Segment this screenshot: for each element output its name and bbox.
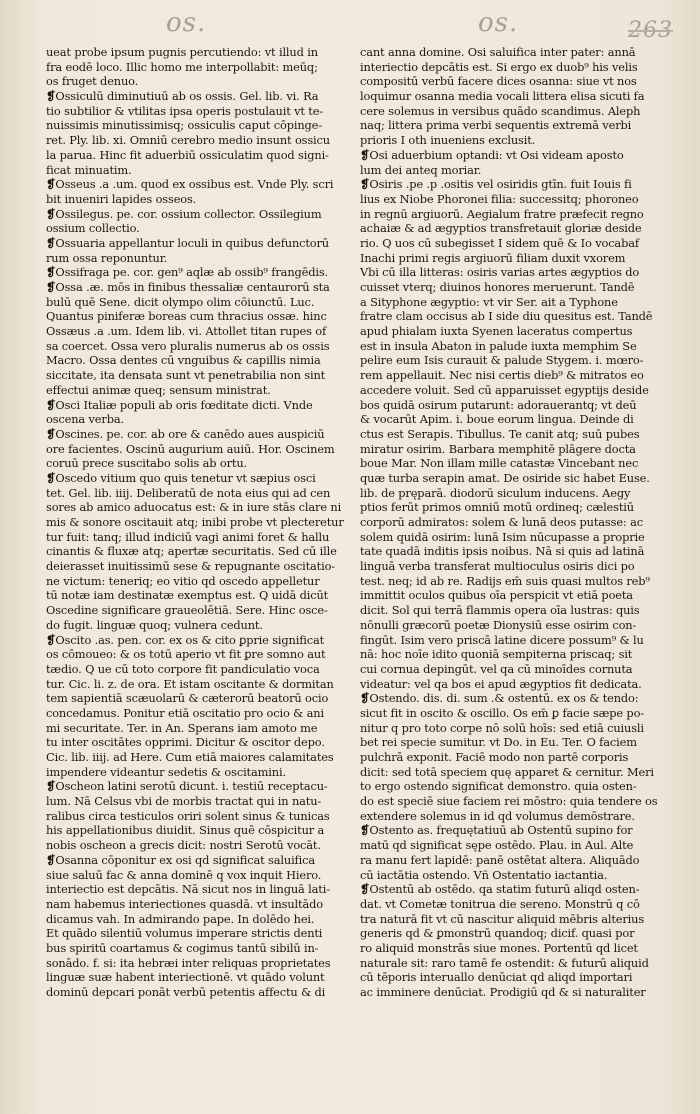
text-line: cū iactātia ostendo. Vñ Ostentatio iactantia. <box>360 867 608 882</box>
text-line: prioris I oth inueniens exclusit. <box>360 133 536 148</box>
text-line: boue Mar. Non illam mille catastæ Vincebant nec <box>360 456 639 471</box>
text-line: ptios ferūt primos omniū motū ordineq; cælestiū <box>360 500 634 515</box>
text-line: dicit. Sol qui terrā flammis opera oīa lustras: quis <box>360 603 640 618</box>
text-line: test. neq; id ab re. Radijs em̄ suis quasi multos reb⁹ <box>360 573 650 588</box>
text-line: naturale sit: raro tamē fe ostendit: & futurū aliquid <box>360 955 649 970</box>
text-line: Et quādo silentiū volumus imperare strictis denti <box>46 926 323 941</box>
text-line: do est speciē siue faciem rei mōstro: quia tendere os <box>360 794 658 809</box>
text-line: immittit oculos quibus oīa perspicit vt etiā poeta <box>360 588 633 603</box>
text-line: concedamus. Ponitur etiā oscitatio pro ocio & ani <box>46 705 324 720</box>
text-line: nā: hoc noīe idito quoniā sempiterna priscaq; sit <box>360 647 633 662</box>
text-line: fingūt. Isim vero priscā latine dicere possum⁹ & lu <box>360 632 644 647</box>
text-line: la parua. Hinc fit aduerbiū ossiculatim quod signi- <box>46 147 329 162</box>
text-line: cuisset vterq; diuinos honores meruerunt. Tandē <box>360 280 635 294</box>
entry-heading-line: ❡Oscheon latini serotū dicunt. i. testiū receptacu- <box>46 779 328 794</box>
text-line: rum ossa reponuntur. <box>46 250 168 265</box>
entry-heading-line: ❡Ostendo. dis. di. sum .& ostentū. ex os & tendo: <box>360 691 639 706</box>
text-line: tu inter oscitātes opprimi. Dicitur & oscitor depo. <box>46 735 325 750</box>
text-line: linguā verba transferat multioculus osiris dici po <box>360 559 635 574</box>
text-line: miratur osirim. Barbara memphitē plāgere docta <box>360 441 636 456</box>
text-line: sores ab amico aduocatus est: & in iure stās clare ni <box>46 500 342 515</box>
text-line: ra manu fert lapidē: panē ostētat altera. Aliquādo <box>360 852 640 867</box>
text-line: fra eodē loco. Illic homo me interpollabit: meūq; <box>46 59 318 74</box>
text-line: Cic. lib. iiij. ad Here. Cum etiā maiores calamitates <box>46 750 334 764</box>
text-line: Quantus piniferæ boreas cum thracius ossæ. hinc <box>46 309 327 324</box>
text-line: lius ex Niobe Phoronei filia: successitq; phoroneo <box>360 191 639 206</box>
text-line: Ossæus .a .um. Idem lib. vi. Attollet titan rupes of <box>46 324 327 339</box>
text-line: ossium collectio. <box>46 221 140 236</box>
text-line: est in insula Abaton in palude iuxta memphim Se <box>360 338 637 353</box>
text-line: & vocarūt Apim. i. boue eorum lingua. Deinde di <box>360 412 634 427</box>
text-line: Oscedine significare graueolētiā. Sere. Hinc osce- <box>46 603 328 618</box>
text-line: tur fuit: tanq; illud indiciū vagi animi foret & hallu <box>46 529 330 544</box>
text-line: mi securitate. Ter. in An. Sperans iam amoto me <box>46 720 318 735</box>
entry-heading-line: ❡Ossuaria appellantur loculi in quibus defunctorū <box>46 235 329 250</box>
entry-heading-line: ❡Ostento as. frequętatiuū ab Ostentū supino for <box>360 823 633 838</box>
text-line: ret. Ply. lib. xi. Omniū cerebro medio insunt ossicu <box>46 133 330 148</box>
text-line: cū tēporis interuallo denūciat qd aliqd importari <box>360 970 633 985</box>
text-line: linguæ suæ habent interiectionē. vt quādo volunt <box>46 970 325 985</box>
text-line: bos quidā osirum putarunt: adorauerantq; vt deū <box>360 397 637 412</box>
text-line: os cōmoueo: & os totū aperio vt fit ꝑre somno aut <box>46 647 326 662</box>
text-line: dicamus vah. In admirando pape. In dolēdo hei. <box>46 911 315 926</box>
marginal-note-left: os. <box>166 8 207 38</box>
text-line: ne victum: teneriq; eo vitio qd oscedo appelletur <box>46 573 320 588</box>
text-line: bit inueniri lapides osseos. <box>46 191 197 206</box>
text-line: quæ turba serapin amat. De osiride sic habet Euse. <box>360 470 650 485</box>
text-line: bulū quē Sene. dicit olympo olim cōiunctū. Luc. <box>46 294 315 309</box>
text-line: effectui animæ queq; sensum ministrat. <box>46 382 271 397</box>
text-column-right <box>360 45 678 1000</box>
text-line: nōnulli græcorū poetæ Dionysiū esse osirim con- <box>360 617 637 632</box>
text-line: tio subtilior & vtilitas ipsa operis postulauit vt te- <box>46 103 323 118</box>
entry-heading-line: ❡Osanna cōponitur ex osi qd significat saluifica <box>46 852 315 867</box>
entry-heading-line: ❡Osi aduerbium optandi: vt Osi videam aposto <box>360 147 624 162</box>
text-line: oscena verba. <box>46 412 124 427</box>
text-line: sa coercet. Ossa vero pluralis numerus ab os ossis <box>46 338 330 353</box>
text-line: corporū admiratos: solem & lunā deos putasse: ac <box>360 515 643 529</box>
entry-heading-line: ❡Ossifraga pe. cor. gen⁹ aqlæ ab ossib⁹ frangēdis. <box>46 265 329 280</box>
entry-heading-line: ❡Osci Italiæ populi ab oris fœditate dicti. Vnde <box>46 397 313 412</box>
text-line: coruū prece suscitabo solis ab ortu. <box>46 456 247 471</box>
text-line: lib. de pręparā. diodorū siculum inducens. Aegy <box>360 485 631 500</box>
text-line: fratre clam occisus ab I side diu quesitus est. Tandē <box>360 309 653 324</box>
text-line: impendere videantur sedetis & oscitamini. <box>46 764 286 779</box>
text-line: mis & sonore oscitauit atq; inibi probe vt plecteretur <box>46 515 344 529</box>
text-line: ac imminere denūciat. Prodigiū qd & si naturaliter <box>360 985 646 999</box>
text-line: naq; littera prima verbi sequentis extremā verbi <box>360 118 632 133</box>
marginal-note-middle: os. <box>478 8 519 38</box>
folio-number: 263 <box>628 18 673 43</box>
entry-heading-line: ❡Oscito .as. pen. cor. ex os & cito ꝑprie significat <box>46 632 325 647</box>
text-line: nitur q pro toto corpe nō solū hoīs: sed etiā cuiusli <box>360 720 644 735</box>
entry-heading-line: ❡Oscedo vitium quo quis tenetur vt sæpius osci <box>46 470 316 485</box>
entry-heading-line: ❡Osseus .a .um. quod ex ossibus est. Vnde Ply. scri <box>46 177 334 192</box>
text-line: cui cornua depingūt. vel qa cū minoīdes cornuta <box>360 661 633 676</box>
text-line: Inachi primi regis argiuorū filiam duxit vxorem <box>360 250 626 265</box>
text-line: rem appellauit. Nec nisi certis dieb⁹ & mitratos eo <box>360 368 644 383</box>
text-line: bus spiritū coartamus & cogimus tantū sibilū in- <box>46 940 319 955</box>
entry-heading-line: ❡Ossilegus. pe. cor. ossium collector. Ossilegium <box>46 206 322 221</box>
text-line: tra naturā fit vt cū nascitur aliquid mēbris alterius <box>360 911 645 926</box>
text-line: his appellationibus diuidit. Sinus quē cōspicitur a <box>46 823 325 838</box>
text-line: bet rei specie sumitur. vt Do. in Eu. Ter. O faciem <box>360 735 637 750</box>
text-line: compositū verbū facere dices osanna: siue vt nos <box>360 74 637 89</box>
text-line: deierasset inuitissimū sese & repugnante oscitatio- <box>46 559 335 574</box>
text-line: dominū depcari ponāt verbū petentis affectu & di <box>46 985 326 999</box>
text-line: siccitate, ita densata sunt vt penetrabilia non sint <box>46 368 326 383</box>
text-line: dat. vt Cometæ tonitrua die sereno. Monstrū q cō <box>360 896 640 911</box>
text-line: extendere solemus in id qd volumus demōstrare. <box>360 808 635 823</box>
text-line: os fruget denuo. <box>46 74 139 89</box>
text-line: lum dei anteq moriar. <box>360 162 482 177</box>
text-line: interiectio est depcātis. Nā sicut nos in linguā lati- <box>46 882 330 897</box>
entry-heading-line: ❡Oscines. pe. cor. ab ore & canēdo aues auspiciū <box>46 426 325 441</box>
text-line: sonādo. f. si: ita hebræi inter reliquas proprietates <box>46 955 331 970</box>
text-line: nam habemus interiectiones quasdā. vt insultādo <box>46 896 323 911</box>
text-line: tem sapientiā scæuolarū & cæterorū beatorū ocio <box>46 691 329 706</box>
text-line: ficat minuatim. <box>46 162 132 177</box>
text-line: cere solemus in versibus quādo scandimus. Aleph <box>360 103 641 118</box>
text-line: rio. Q uos cū subegisset I sidem quē & Io vocabaf <box>360 235 639 250</box>
text-line: cant anna domine. Osi saluifica inter pater: annā <box>360 45 636 59</box>
text-line: pelire eum Isis curauit & palude Stygem. i. mœro- <box>360 353 644 368</box>
text-line: matū qd significat sępe ostēdo. Plau. in Aul. Alte <box>360 838 634 853</box>
text-line: dicit: sed totā speciem quę apparet & cernitur. Meri <box>360 764 654 779</box>
text-line: nuissimis minutissimisq; ossiculis caput cōpinge- <box>46 118 322 133</box>
text-line: interiectio depcātis est. Si ergo ex duob⁹ his velis <box>360 59 638 74</box>
text-line: achaiæ & ad ægyptios transfretauit gloriæ deside <box>360 221 642 236</box>
text-line: apud phialam iuxta Syenen laceratus compertus <box>360 324 633 339</box>
text-line: ro aliquid monstrās siue mones. Portentū qd licet <box>360 940 638 955</box>
text-line: tet. Gel. lib. iiij. Deliberatū de nota eius qui ad cen <box>46 485 331 500</box>
text-line: tate quadā inditis ipsis noibus. Nā si quis ad latinā <box>360 544 645 559</box>
text-line: pulchrā exponit. Faciē modo non partē corporis <box>360 750 629 764</box>
text-line: to ergo ostendo significat demonstro. quia osten- <box>360 779 637 794</box>
text-line: videatur: vel qa bos ei apud ægyptios fit dedicata. <box>360 676 642 691</box>
text-line: nobis oscheon a grecis dicit: nostri Serotū vocāt. <box>46 838 321 853</box>
text-line: cinantis & fluxæ atq; apertæ securitatis. Sed cū ille <box>46 544 337 559</box>
text-column-left <box>46 45 352 1000</box>
text-line: ueat probe ipsum pugnis percutiendo: vt illud in <box>46 45 318 59</box>
text-line: Macro. Ossa dentes cū vnguibus & capillis nimia <box>46 353 321 368</box>
text-line: tædio. Q ue cū toto corpore fit pandiculatio voca <box>46 661 320 676</box>
entry-heading-line: ❡Ossiculū diminutiuū ab os ossis. Gel. lib. vi. Ra <box>46 89 319 104</box>
text-line: tur. Cic. li. z. de ora. Et istam oscitante & dormitan <box>46 676 334 691</box>
text-line: a Sityphone ægyptio: vt vir Ser. ait a Typhone <box>360 294 618 309</box>
entry-heading-line: ❡Ossa .æ. mōs in finibus thessaliæ centaurorū sta <box>46 280 330 294</box>
text-line: ctus est Serapis. Tibullus. Te canit atq; suū pubes <box>360 426 640 441</box>
text-line: siue saluū fac & anna dominē q vox inquit Hiero. <box>46 867 322 882</box>
text-line: loquimur osanna media vocali littera elisa sicuti fa <box>360 89 645 104</box>
text-line: in regnū argiuorū. Aegialum fratre præfecit regno <box>360 206 644 221</box>
text-line: ralibus circa testiculos oriri solent sinus & tunicas <box>46 808 330 823</box>
text-line: accedere voluit. Sed cū apparuisset egyptijs deside <box>360 382 649 397</box>
entry-heading-line: ❡Ostentū ab ostēdo. qa statim futurū aliqd osten- <box>360 882 640 897</box>
text-line: ore facientes. Oscinū augurium auiū. Hor. Oscinem <box>46 441 335 456</box>
text-line: do fugit. linguæ quoq; vulnera cedunt. <box>46 617 263 632</box>
entry-heading-line: ❡Osiris .pe .p .ositis vel osiridis gtīn. fuit Iouis fi <box>360 177 632 192</box>
text-line: solem quidā osirim: lunā Isim nūcupasse a proprie <box>360 529 645 544</box>
text-line: lum. Nā Celsus vbi de morbis tractat qui in natu- <box>46 794 322 809</box>
text-line: sicut fit in oscito & oscillo. Os em̄ ꝑ facie sæpe po- <box>360 705 644 720</box>
text-line: Vbi cū illa litteras: osiris varias artes ægyptios do <box>360 265 640 280</box>
text-line: generis qd & ꝑmonstrū quandoq; dicif. quasi por <box>360 926 635 941</box>
text-line: tū notæ iam destinatæ exemptus est. Q uidā dicūt <box>46 588 329 603</box>
